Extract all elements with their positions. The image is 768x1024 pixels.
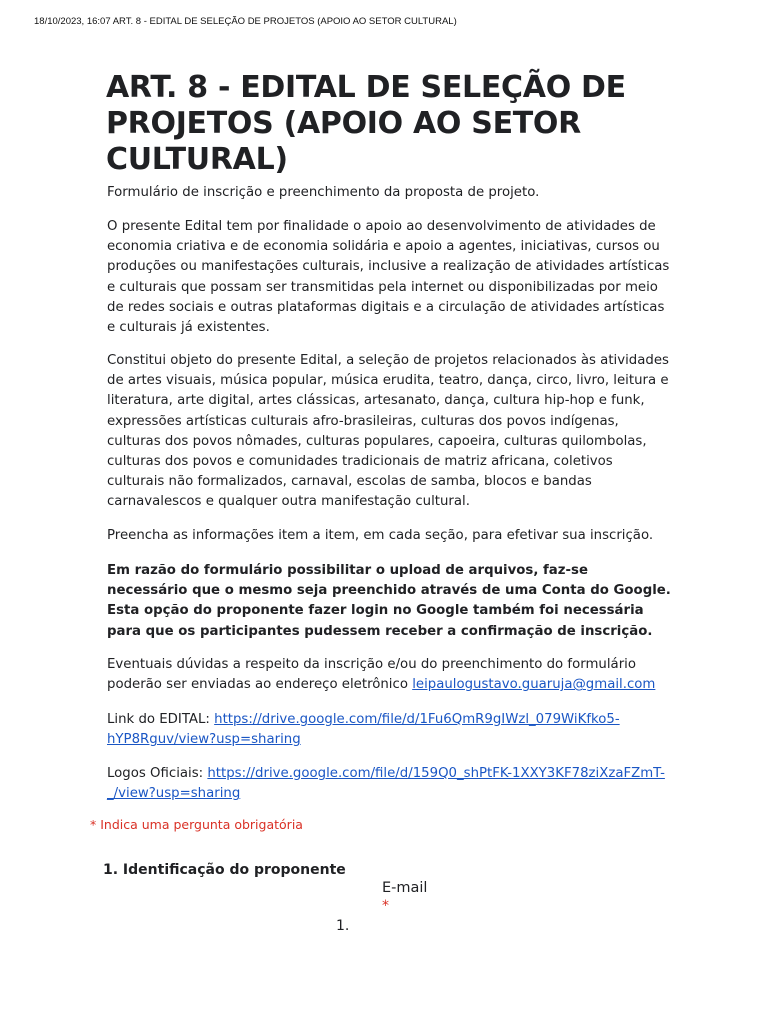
edital-link[interactable]: https://drive.google.com/file/d/1Fu6QmR9gIWzl_079WiKfko5-hYP8Rguv/view?usp=sharing bbox=[107, 712, 620, 748]
logos-link-label: Logos Oficiais: bbox=[107, 766, 204, 781]
section-title: 1. Identificação do proponente bbox=[103, 862, 346, 878]
contact-paragraph bbox=[107, 655, 673, 695]
description-paragraph-google-account: Em razão do formulário possibilitar o upload de arquivos, faz-se necessário que o mesmo seja preenchido através de uma Conta do Google. Esta opção do proponente fazer login no Google também foi necessária para que os participantes pudessem receber a confirmação de inscrição. bbox=[107, 563, 671, 639]
form-title: ART. 8 - EDITAL DE SELEÇÃO DE PROJETOS (APOIO AO SETOR CULTURAL) bbox=[106, 70, 626, 177]
logos-link[interactable]: https://drive.google.com/file/d/159Q0_shPtFK-1XXY3KF78ziXzaFZmT-_/view?usp=sharing bbox=[107, 766, 665, 802]
question-email-label: E-mail bbox=[382, 880, 428, 896]
form-subtitle: Formulário de inscrição e preenchimento da proposta de projeto. bbox=[107, 185, 540, 200]
logos-link-paragraph bbox=[107, 764, 673, 804]
required-asterisk: * bbox=[382, 898, 389, 914]
description-paragraph-object: Constitui objeto do presente Edital, a seleção de projetos relacionados às atividades de artes visuais, música popular, música erudita, teatro, dança, circo, livro, leitura e literatura, arte digital, artes clássicas, artesanato, dança, cultura hip-hop e funk, expressões artísticas culturais afro-brasileiras, culturas dos povos indígenas, culturas dos povos nômades, culturas populares, capoeira, culturas quilombolas, culturas dos povos e comunidades tradicionais de matriz africana, coletivos culturais não formalizados, carnaval, escolas de samba, blocos e bandas carnavalescos e qualquer outra manifestação cultural. bbox=[107, 353, 669, 510]
contact-text: Eventuais dúvidas a respeito da inscrição e/ou do preenchimento do formulário poderão ser enviadas ao endereço eletrônico bbox=[107, 657, 636, 693]
contact-email-link[interactable]: leipaulogustavo.guaruja@gmail.com bbox=[412, 677, 656, 693]
print-header: 18/10/2023, 16:07 ART. 8 - EDITAL DE SELEÇÃO DE PROJETOS (APOIO AO SETOR CULTURAL) bbox=[34, 16, 457, 27]
description-paragraph-purpose: O presente Edital tem por finalidade o apoio ao desenvolvimento de atividades de economia criativa e de economia solidária e apoio a agentes, iniciativas, cursos ou produções ou manifestações culturais, inclusive a realização de atividades artísticas e culturais que possam ser transmitidas pela internet ou disponibilizadas por meio de redes sociais e outras plataformas digitais e a circulação de atividades artísticas e culturais já existentes. bbox=[107, 219, 670, 336]
required-question-note: * Indica uma pergunta obrigatória bbox=[90, 817, 303, 832]
edital-link-paragraph bbox=[107, 710, 673, 750]
edital-link-label: Link do EDITAL: bbox=[107, 712, 210, 727]
description-paragraph-instructions: Preencha as informações item a item, em cada seção, para efetivar sua inscrição. bbox=[107, 528, 654, 543]
question-number: 1. bbox=[336, 918, 350, 934]
